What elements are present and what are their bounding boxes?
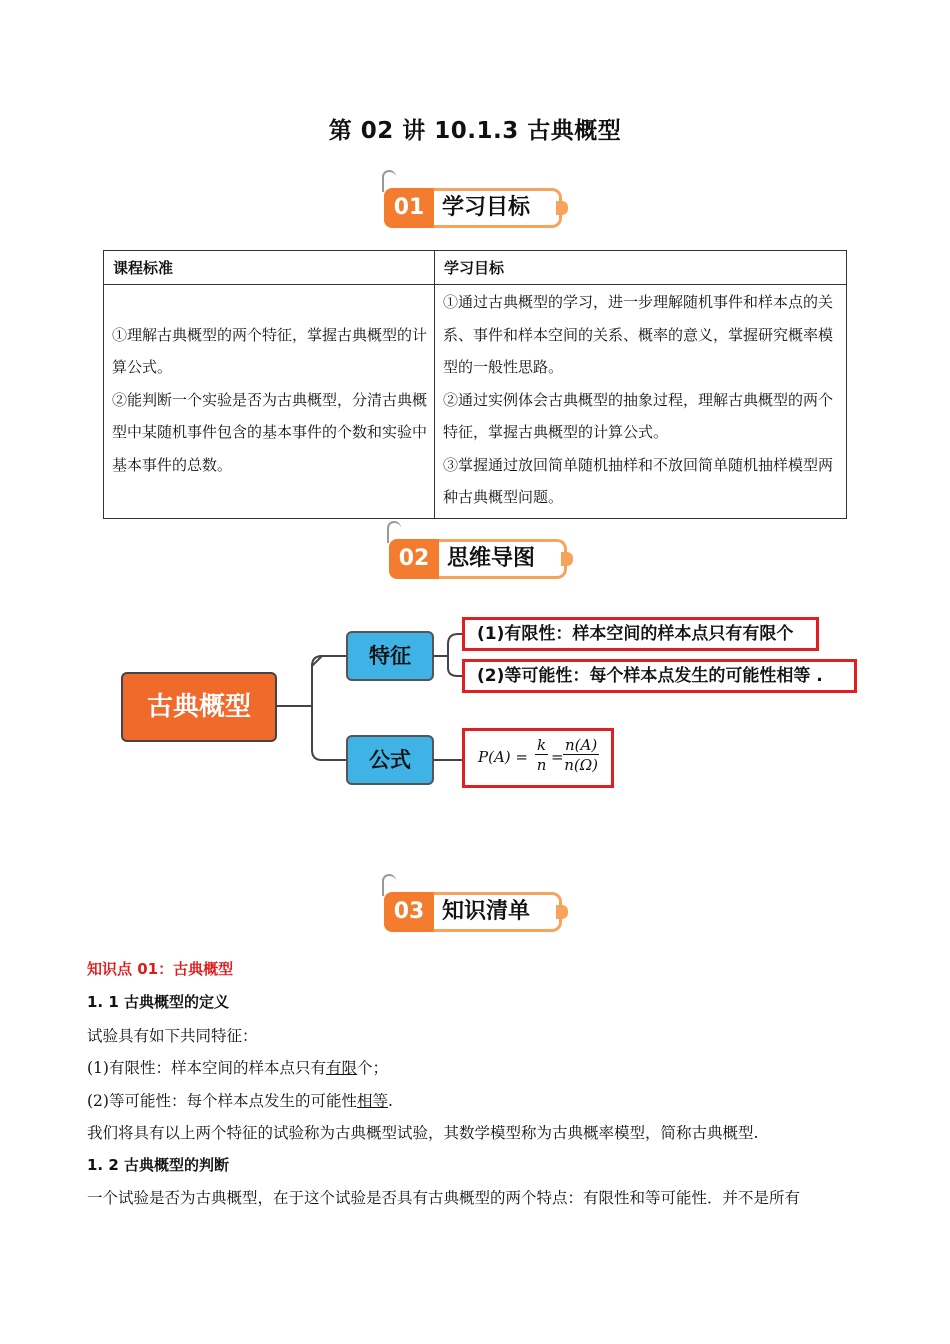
mindmap-leaf-equal: (2)等可能性：每个样本点发生的可能性相等 . bbox=[462, 659, 857, 693]
table-header: 课程标准 bbox=[104, 251, 435, 285]
table-header: 学习目标 bbox=[435, 251, 847, 285]
knowledge-point-title: 知识点 01：古典概型 bbox=[87, 960, 234, 978]
mindmap-root: 古典概型 bbox=[121, 672, 277, 742]
list-item: ③掌握通过放回简单随机抽样和不放回简单随机抽样模型两种古典概型问题。 bbox=[443, 455, 834, 506]
list-item: ①通过古典概型的学习，进一步理解随机事件和样本点的关系、事件和样本空间的关系、概率的意义，掌握研究概率模型的一般性思路。 bbox=[443, 293, 834, 376]
section-label: 思维导图 bbox=[439, 539, 567, 579]
section-number: 02 bbox=[389, 539, 439, 579]
section-badge-03 bbox=[384, 888, 570, 936]
mindmap-node-feature: 特征 bbox=[346, 631, 434, 681]
formula-frac-k-n: $\frac{k}{n}$ bbox=[536, 736, 547, 774]
page-title: 第 02 讲 10.1.3 古典概型 bbox=[328, 118, 622, 144]
probability-formula bbox=[462, 728, 614, 788]
list-item: ①理解古典概型的两个特征，掌握古典概型的计算公式。 bbox=[112, 325, 428, 376]
section-number: 03 bbox=[384, 892, 434, 932]
formula-frac-nA-nOmega: $\frac{n(A)}{n(\Omega)}$ bbox=[564, 736, 598, 774]
mindmap-node-formula: 公式 bbox=[346, 735, 434, 785]
subsection-heading: 1. 2 古典概型的判断 bbox=[87, 1156, 230, 1174]
section-label: 知识清单 bbox=[434, 892, 562, 932]
list-item: ②能判断一个实验是否为古典概型，分清古典概型中某随机事件包含的基本事件的个数和实验中基本事件的总数。 bbox=[112, 390, 428, 474]
paragraph: 我们将具有以上两个特征的试验称为古典概型试验，其数学模型称为古典概率模型，简称古典概型. bbox=[87, 1124, 759, 1142]
mindmap-leaf-finite: (1)有限性：样本空间的样本点只有有限个 bbox=[462, 617, 819, 651]
formula-lhs: P(A) = bbox=[478, 748, 528, 766]
paragraph: (1)有限性：样本空间的样本点只有有限个； bbox=[87, 1059, 388, 1077]
section-number: 01 bbox=[384, 188, 434, 228]
subsection-heading: 1. 1 古典概型的定义 bbox=[87, 993, 230, 1011]
section-label: 学习目标 bbox=[434, 188, 562, 228]
list-item: ②通过实例体会古典概型的抽象过程，理解古典概型的两个特征，掌握古典概型的计算公式。 bbox=[443, 390, 834, 441]
paragraph: (2)等可能性：每个样本点发生的可能性相等. bbox=[87, 1092, 393, 1110]
paragraph: 一个试验是否为古典概型，在于这个试验是否具有古典概型的两个特点：有限性和等可能性．并不是所有 bbox=[87, 1189, 801, 1207]
formula-equals: = bbox=[551, 748, 564, 766]
paragraph: 试验具有如下共同特征： bbox=[87, 1027, 258, 1045]
